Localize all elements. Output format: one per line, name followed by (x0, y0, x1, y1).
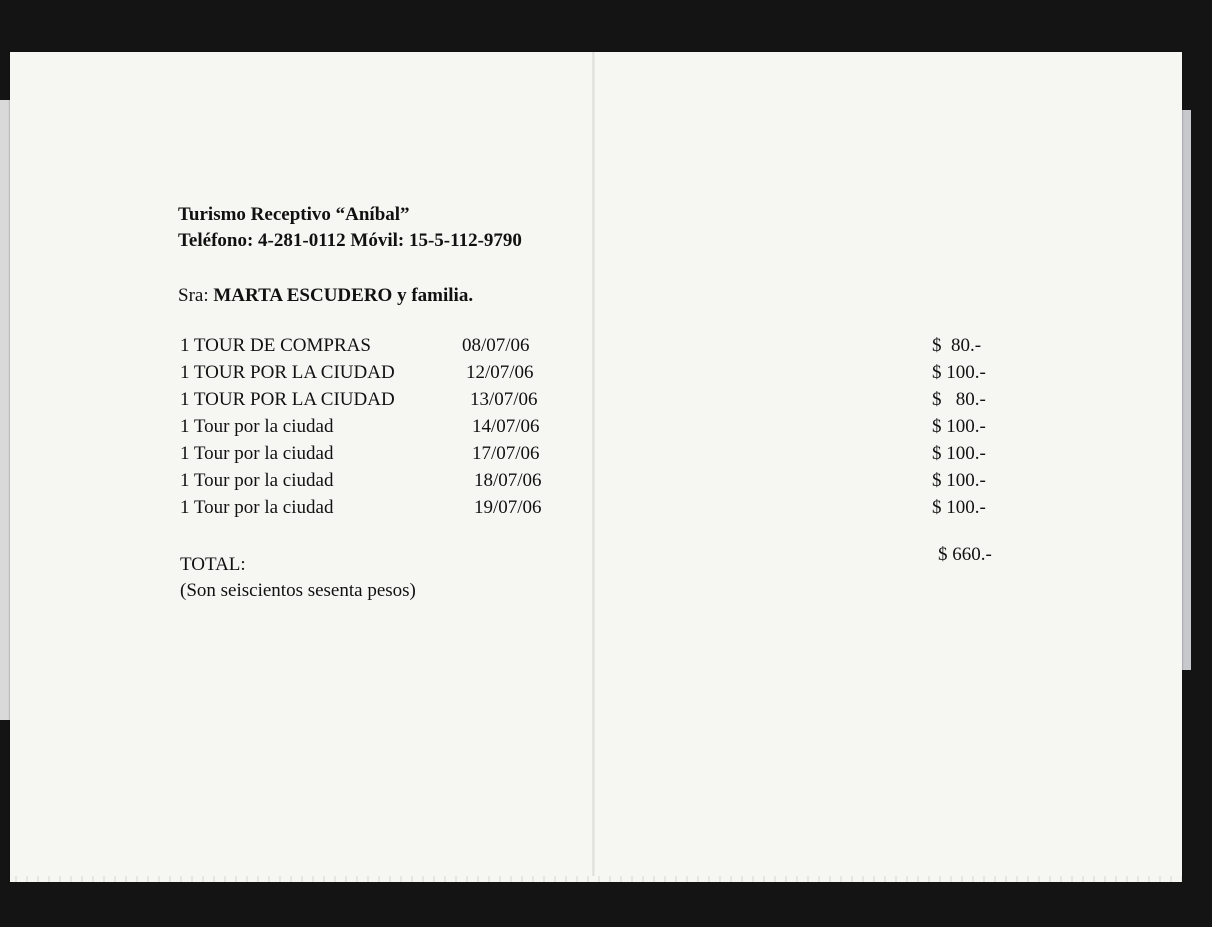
item-date: 14/07/06 (472, 416, 540, 437)
list-item (10, 362, 1182, 389)
item-description: 1 TOUR POR LA CIUDAD (180, 389, 395, 410)
item-date: 12/07/06 (466, 362, 534, 383)
company-contact: Teléfono: 4-281-0112 Móvil: 15-5-112-9790 (178, 230, 522, 251)
receipt-paper (10, 52, 1182, 878)
item-description: 1 Tour por la ciudad (180, 443, 334, 464)
total-section (180, 552, 416, 604)
item-amount: $ 100.- (932, 362, 986, 383)
client-name: MARTA ESCUDERO y familia. (213, 285, 474, 306)
item-description: 1 Tour por la ciudad (180, 416, 334, 437)
item-description: 1 Tour por la ciudad (180, 497, 334, 518)
item-amount: $ 80.- (932, 389, 986, 410)
list-item (10, 443, 1182, 470)
item-amount: $ 100.- (932, 497, 986, 518)
item-date: 13/07/06 (470, 389, 538, 410)
item-date: 17/07/06 (472, 443, 540, 464)
item-amount: $ 80.- (932, 335, 982, 356)
item-amount: $ 100.- (932, 443, 986, 464)
list-item (10, 416, 1182, 443)
total-in-words: (Son seiscientos sesenta pesos) (180, 580, 416, 601)
item-description: 1 Tour por la ciudad (180, 470, 334, 491)
list-item (10, 470, 1182, 497)
item-date: 08/07/06 (462, 335, 530, 356)
client-line (178, 285, 473, 307)
list-item (10, 335, 1182, 362)
item-amount: $ 100.- (932, 416, 986, 437)
list-item (10, 497, 1182, 524)
total-amount: $ 660.- (938, 544, 992, 565)
item-description: 1 TOUR DE COMPRAS (180, 335, 371, 356)
item-date: 18/07/06 (474, 470, 542, 491)
item-date: 19/07/06 (474, 497, 542, 518)
item-amount: $ 100.- (932, 470, 986, 491)
client-prefix: Sra: (178, 285, 209, 306)
list-item (10, 389, 1182, 416)
total-label: TOTAL: (180, 554, 246, 575)
receipt-header (178, 202, 522, 254)
company-name: Turismo Receptivo “Aníbal” (178, 204, 410, 225)
item-description: 1 TOUR POR LA CIUDAD (180, 362, 395, 383)
